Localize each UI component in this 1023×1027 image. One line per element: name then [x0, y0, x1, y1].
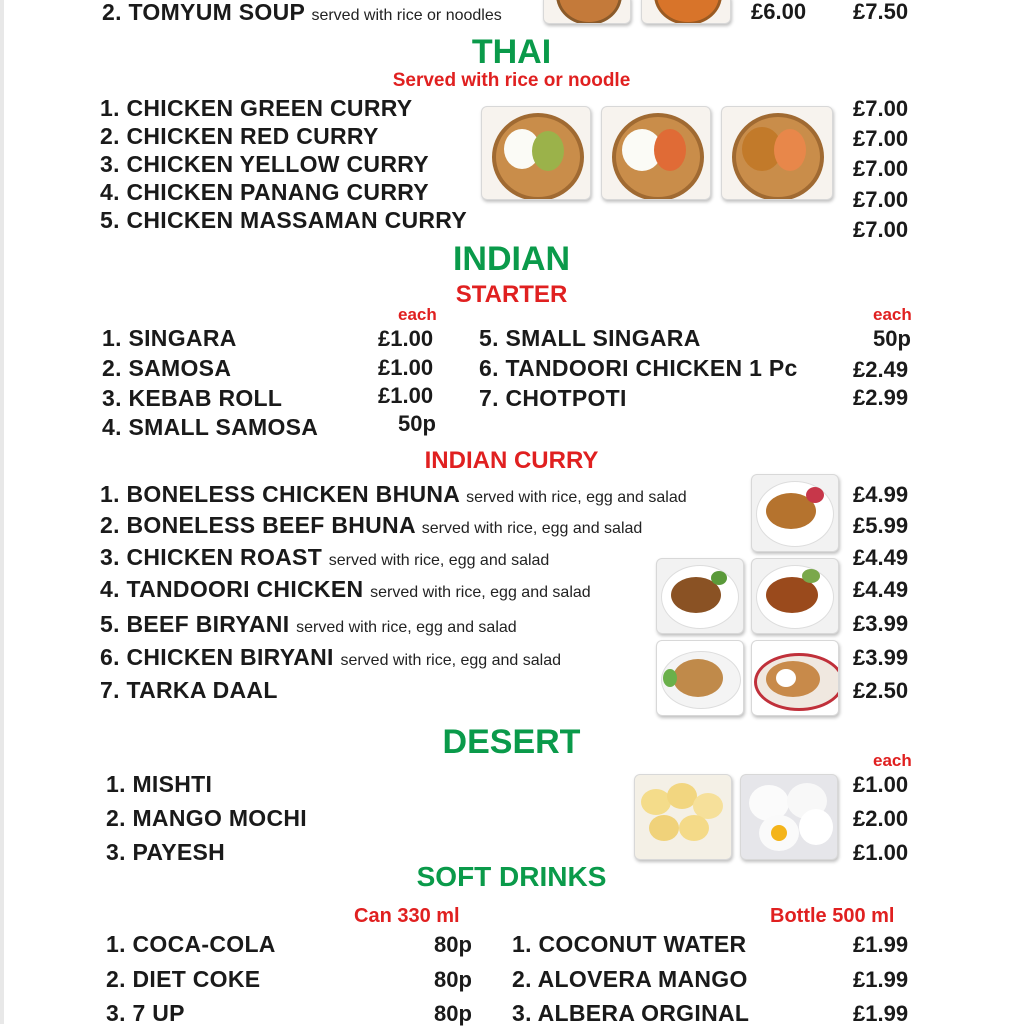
curry-note: served with rice, egg and salad — [421, 520, 643, 537]
mishti-photo — [634, 774, 732, 860]
curry-name: 1. BONELESS CHICKEN BHUNA — [100, 481, 460, 507]
curry-row — [100, 544, 549, 571]
drink-item: 3. 7 UP — [106, 1000, 185, 1026]
thai-price: £7.00 — [853, 126, 909, 151]
drink-item: 2. DIET COKE — [106, 966, 261, 992]
soft-drinks-title: SOFT DRINKS — [416, 861, 607, 892]
starter-item: 2. SAMOSA — [102, 355, 232, 381]
curry-row — [100, 481, 687, 508]
drink-price: £1.99 — [853, 967, 909, 992]
curry-name: 4. TANDOORI CHICKEN — [100, 576, 364, 602]
drink-price: £1.99 — [853, 932, 909, 957]
curry-row — [100, 644, 561, 671]
thai-title: THAI — [471, 33, 552, 71]
thai-price: £7.00 — [853, 96, 909, 121]
desert-price: £2.00 — [853, 806, 909, 831]
tomyum-price-1: £6.00 — [751, 0, 807, 24]
curry-price: £4.49 — [853, 545, 909, 570]
curry-note: served with rice, egg and salad — [340, 652, 562, 669]
thai-item: 4. CHICKEN PANANG CURRY — [100, 179, 429, 205]
curry-price: £4.49 — [853, 577, 909, 602]
drink-item: 2. ALOVERA MANGO — [512, 966, 748, 992]
curry-note: served with rice, egg and salad — [296, 619, 517, 636]
beef-biryani-photo — [656, 640, 744, 716]
tomyum-price-2: £7.50 — [853, 0, 909, 24]
curry-name: 2. BONELESS BEEF BHUNA — [100, 512, 416, 538]
green-curry-photo — [481, 106, 591, 200]
curry-name: 5. BEEF BIRYANI — [100, 611, 290, 637]
indian-curry-title: INDIAN CURRY — [424, 447, 599, 474]
curry-price: £2.50 — [853, 678, 909, 703]
starter-price: £1.00 — [378, 355, 434, 380]
curry-name: 6. CHICKEN BIRYANI — [100, 644, 334, 670]
item-name: 2. TOMYUM SOUP — [102, 0, 305, 25]
starter-price: £1.00 — [378, 383, 434, 408]
indian-title: INDIAN — [452, 240, 571, 278]
drink-price: 80p — [434, 932, 472, 957]
chicken-bhuna-photo — [751, 474, 839, 552]
drink-price: £1.99 — [853, 1001, 909, 1026]
tandoori-chicken-photo — [751, 558, 839, 634]
chicken-biryani-photo — [751, 640, 839, 716]
red-curry-photo — [601, 106, 711, 200]
starter-price: £2.49 — [853, 357, 909, 382]
starter-price: 50p — [873, 326, 911, 351]
starter-title: STARTER — [455, 281, 568, 308]
each-label: each — [873, 751, 912, 770]
each-label: each — [873, 305, 912, 324]
curry-price: £5.99 — [853, 513, 909, 538]
thai-price: £7.00 — [853, 187, 909, 212]
curry-name: 7. TARKA DAAL — [100, 677, 278, 703]
tomyum-photo-1 — [543, 0, 631, 24]
curry-note: served with rice, egg and salad — [466, 489, 687, 506]
curry-note: served with rice, egg and salad — [328, 552, 550, 569]
desert-price: £1.00 — [853, 840, 909, 865]
curry-note: served with rice, egg and salad — [370, 584, 591, 601]
tomyum-photo-2 — [641, 0, 731, 24]
drink-item: 1. COCA-COLA — [106, 931, 276, 957]
starter-item: 1. SINGARA — [102, 325, 237, 351]
curry-price: £3.99 — [853, 645, 909, 670]
item-note: served with rice or noodles — [311, 7, 502, 24]
curry-name: 3. CHICKEN ROAST — [100, 544, 323, 570]
each-label: each — [398, 305, 437, 324]
drink-price: 80p — [434, 1001, 472, 1026]
thai-item: 2. CHICKEN RED CURRY — [100, 123, 379, 149]
starter-price: £2.99 — [853, 385, 909, 410]
curry-row — [100, 576, 591, 603]
starter-item: 5. SMALL SINGARA — [479, 325, 701, 351]
drink-price: 80p — [434, 967, 472, 992]
thai-item: 5. CHICKEN MASSAMAN CURRY — [100, 207, 467, 233]
starter-price: 50p — [398, 411, 436, 436]
desert-item: 1. MISHTI — [106, 771, 213, 797]
curry-price: £4.99 — [853, 482, 909, 507]
starter-item: 4. SMALL SAMOSA — [102, 414, 319, 440]
starter-item: 3. KEBAB ROLL — [102, 385, 283, 411]
thai-price: £7.00 — [853, 156, 909, 181]
desert-price: £1.00 — [853, 772, 909, 797]
chicken-roast-photo — [656, 558, 744, 634]
noodle-curry-photo — [721, 106, 833, 200]
thai-price: £7.00 — [853, 217, 909, 242]
thai-subtitle: Served with rice or noodle — [392, 70, 631, 91]
drink-item: 3. ALBERA ORGINAL — [512, 1000, 750, 1026]
curry-row — [100, 611, 517, 638]
starter-item: 6. TANDOORI CHICKEN 1 Pc — [479, 355, 798, 381]
desert-title: DESERT — [442, 723, 581, 761]
tomyum-soup-row — [102, 0, 502, 26]
desert-item: 2. MANGO MOCHI — [106, 805, 307, 831]
desert-item: 3. PAYESH — [106, 839, 226, 865]
curry-price: £3.99 — [853, 611, 909, 636]
thai-item: 1. CHICKEN GREEN CURRY — [100, 95, 413, 121]
drink-item: 1. COCONUT WATER — [512, 931, 747, 957]
curry-row — [100, 677, 278, 704]
bottle-label: Bottle 500 ml — [770, 905, 895, 927]
mango-mochi-photo — [740, 774, 838, 860]
thai-item: 3. CHICKEN YELLOW CURRY — [100, 151, 429, 177]
curry-row — [100, 512, 642, 539]
can-label: Can 330 ml — [354, 905, 460, 927]
starter-item: 7. CHOTPOTI — [479, 385, 627, 411]
starter-price: £1.00 — [378, 326, 434, 351]
